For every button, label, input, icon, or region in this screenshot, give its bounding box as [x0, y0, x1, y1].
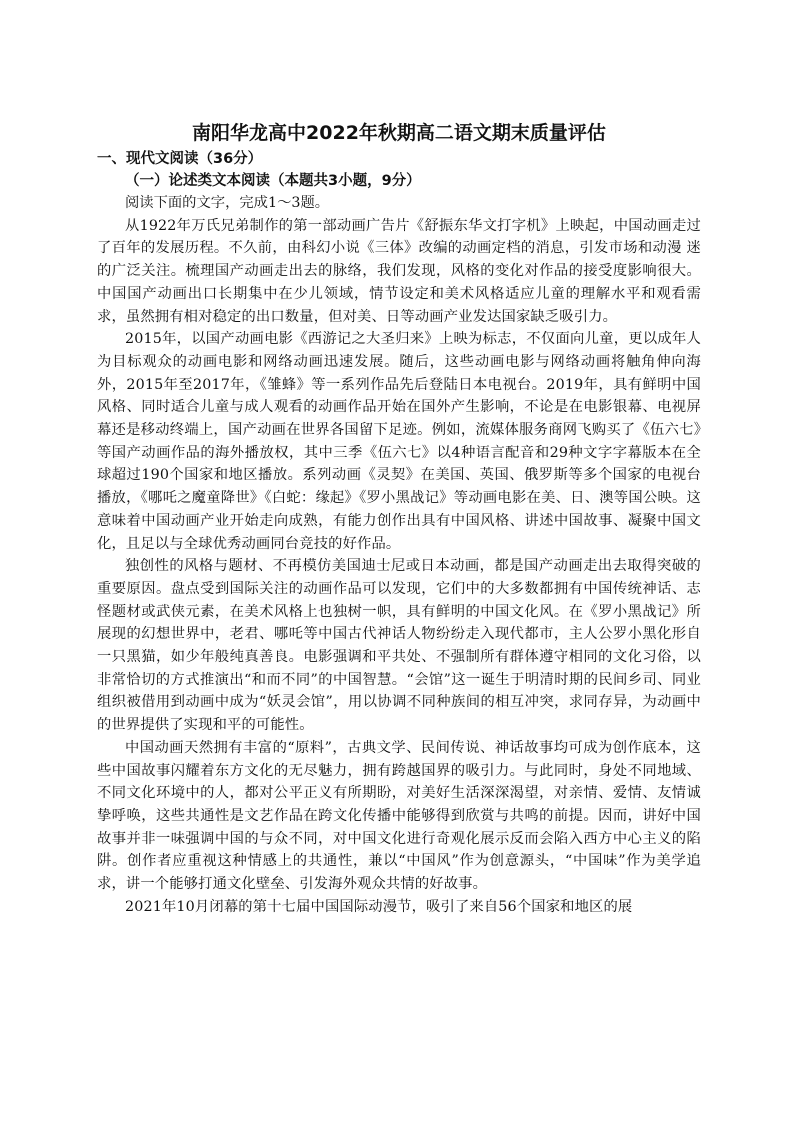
section-heading: 一、现代文阅读（36分）	[97, 151, 263, 167]
document-title: 南阳华龙高中2022年秋期高二语文期末质量评估	[192, 122, 606, 144]
subsection-heading: （一）论述类文本阅读（本题共3小题，9分）	[125, 173, 421, 189]
paragraph-4: 中国动画天然拥有丰富的“原料”，古典文学、民间传说、神话故事均可成为创作底本，这些中国故事闪耀着东方文化的无尽魅力，拥有跨越国界的吸引力。与此同时，身处不同地域、不同文化环境中的人，都对公平正义有所期盼，对美好生活深深渴望，对亲情、爱情、友情诚挚呼唤，这些共通性是文艺作品在跨文化传播中能够得到欣赏与共鸣的前提。因而，讲好中国故事并非一味强调中国的与众不同，对中国文化进行奇观化展示反而会陷入西方中心主义的陷阱。创作者应重视这种情感上的共通性，兼以“中国风”作为创意源头，“中国味”作为美学追求，讲一个能够打通文化壁垒、引发海外观众共情的好故事。	[97, 739, 701, 893]
paragraph-5: 2021年10月闭幕的第十七届中国国际动漫节，吸引了来自56个国家和地区的展	[125, 898, 633, 915]
paragraph-1: 从1922年万氏兄弟制作的第一部动画广告片《舒振东华文打字机》上映起，中国动画走过了百年的发展历程。不久前，由科幻小说《三体》改编的动画定档的消息，引发市场和动漫 迷的广泛关注。梳理国产动画走出去的脉络，我们发现，风格的变化对作品的接受度影响很大。中国国产动画出口长期集中在少儿领域，情节设定和美术风格适应儿童的理解水平和观看需求，虽然拥有相对稳定的出口数量，但对美、日等动画产业发达国家缺乏吸引力。	[97, 217, 701, 325]
paragraph-2: 2015年，以国产动画电影《西游记之大圣归来》上映为标志，不仅面向儿童，更以成年人为目标观众的动画电影和网络动画迅速发展。随后，这些动画电影与网络动画将触角伸向海外，2015年至2017年，《雏蜂》等一系列作品先后登陆日本电视台。2019年，具有鲜明中国风格、同时适合儿童与成人观看的动画作品开始在国外产生影响，不论是在电影银幕、电视屏幕还是移动终端上，国产动画在世界各国留下足迹。例如，流媒体服务商网飞购买了《伍六七》等国产动画作品的海外播放权，其中三季《伍六七》以4种语言配音和29种文字字幕版本在全球超过190个国家和地区播放。系列动画《灵契》在美国、英国、俄罗斯等多个国家的电视台播放，《哪吒之魔童降世》《白蛇：缘起》《罗小黑战记》等动画电影在美、日、澳等国公映。这意味着中国动画产业开始走向成熟，有能力创作出具有中国风格、讲述中国故事、凝聚中国文化，且足以与全球优秀动画同台竞技的好作品。	[97, 331, 701, 552]
paragraph-3: 独创性的风格与题材、不再模仿美国迪士尼或日本动画，都是国产动画走出去取得突破的重要原因。盘点受到国际关注的动画作品可以发现，它们中的大多数都拥有中国传统神话、志怪题材或武侠元素，在美术风格上也独树一帜，具有鲜明的中国文化风。在《罗小黑战记》所展现的幻想世界中，老君、哪吒等中国古代神话人物纷纷走入现代都市，主人公罗小黑化形自一只黑猫，如少年般纯真善良。电影强调和平共处、不强制所有群体遵守相同的文化习俗，以非常恰切的方式推演出“和而不同”的中国智慧。“会馆”这一诞生于明清时期的民间乡司、同业组织被借用到动画中成为“妖灵会馆”，用以协调不同种族间的相互冲突，求同存异，为动画中的世界提供了实现和平的可能性。	[97, 558, 701, 734]
reading-instruction: 阅读下面的文字，完成1～3题。	[125, 195, 330, 211]
document-page	[97, 118, 701, 919]
